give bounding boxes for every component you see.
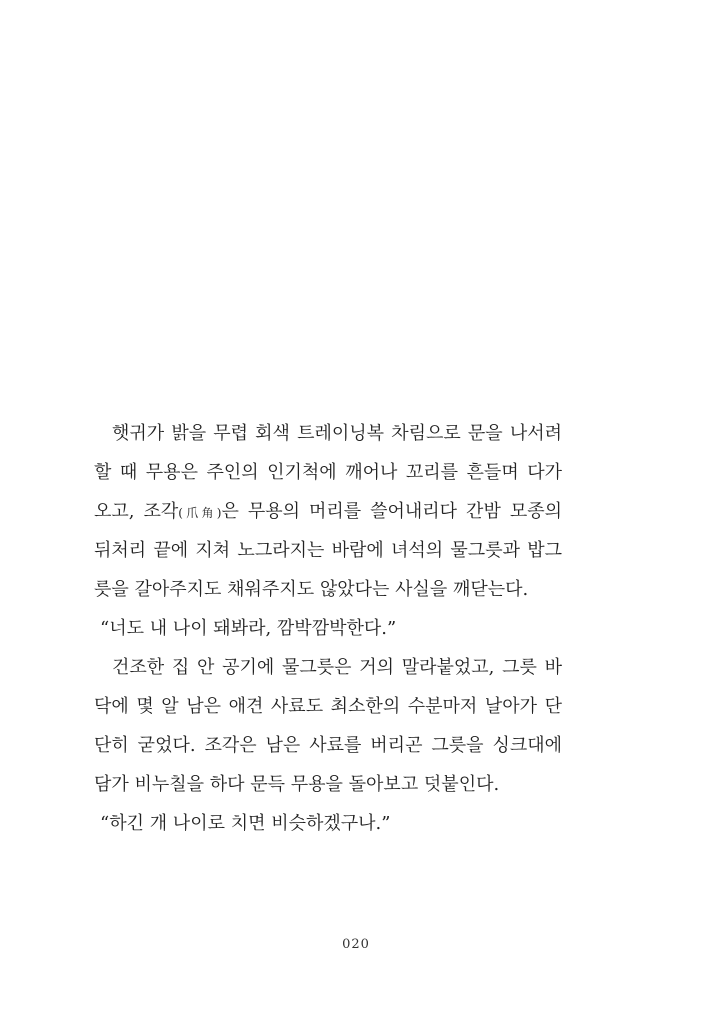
text-segment: 오고, 조각 (94, 501, 179, 522)
text-line: 릇을 갈아주지도 채워주지도 않았다는 사실을 깨닫는다. (94, 579, 529, 600)
paragraph-1 (94, 414, 562, 609)
body-text (94, 414, 562, 843)
dialogue-2 (94, 804, 562, 843)
text-line: “너도 내 나이 돼봐라, 깜박깜박한다.” (100, 618, 397, 639)
text-line: 닥에 몇 알 남은 애견 사료도 최소한의 수분마저 날아가 단 (94, 696, 562, 717)
text-line: 뒤처리 끝에 지쳐 노그라지는 바람에 녀석의 물그릇과 밥그 (94, 540, 562, 561)
dialogue-1 (94, 609, 562, 648)
text-line: 담가 비누칠을 하다 문득 무용을 돌아보고 덧붙인다. (94, 774, 500, 795)
text-line: 할 때 무용은 주인의 인기척에 깨어나 꼬리를 흔들며 다가 (94, 462, 562, 483)
paragraph-2 (94, 648, 562, 804)
text-segment: 은 무용의 머리를 쓸어내리다 간밤 모종의 (221, 501, 562, 522)
text-line: 건조한 집 안 공기에 물그릇은 거의 말라붙었고, 그릇 바 (112, 657, 562, 678)
text-line: “하긴 개 나이로 치면 비슷하겠구나.” (100, 813, 391, 834)
text-line (94, 492, 562, 531)
hanja-annotation: (爪角) (178, 506, 222, 520)
text-line: 햇귀가 밝을 무렵 회색 트레이닝복 차림으로 문을 나서려 (112, 423, 562, 444)
page-number: 020 (342, 937, 370, 952)
text-line: 단히 굳었다. 조각은 남은 사료를 버리곤 그릇을 싱크대에 (94, 735, 562, 756)
